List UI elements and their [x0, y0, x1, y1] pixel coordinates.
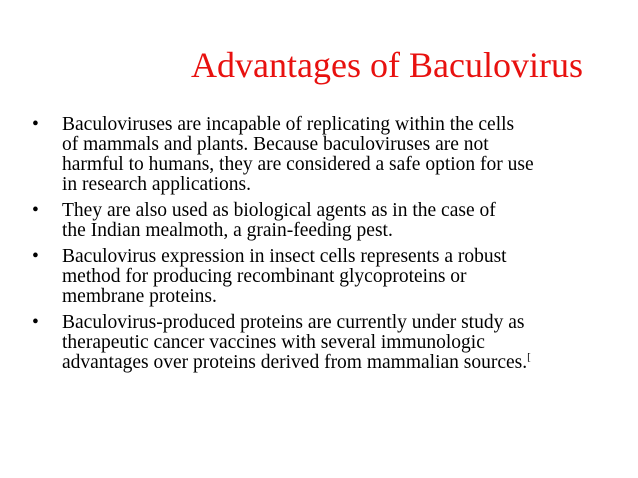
bullet-text-line: in research applications. — [62, 174, 251, 195]
bullet-text-line: harmful to humans, they are considered a safe option for use — [62, 154, 534, 175]
bullet-dot-icon: • — [32, 200, 39, 221]
reference-mark[interactable]: [ — [527, 351, 531, 363]
bullet-item — [32, 247, 612, 307]
bullet-text-line: membrane proteins. — [62, 286, 217, 307]
bullet-item — [32, 313, 612, 373]
bullet-dot-icon: • — [32, 246, 39, 267]
bullet-text-line: method for producing recombinant glycoproteins or — [62, 266, 467, 287]
bullet-item — [32, 115, 612, 195]
bullet-text-line: Baculovirus expression in insect cells represents a robust — [62, 246, 507, 267]
bullet-text-line: They are also used as biological agents as in the case of — [62, 200, 496, 221]
bullet-dot-icon: • — [32, 114, 39, 135]
bullet-text-line: Baculoviruses are incapable of replicating within the cells — [62, 114, 515, 135]
bullet-text-line: of mammals and plants. Because baculoviruses are not — [62, 134, 489, 155]
bullet-dot-icon: • — [32, 312, 39, 333]
bullet-text-line: therapeutic cancer vaccines with several immunologic — [62, 332, 485, 353]
bullet-item — [32, 201, 612, 241]
bullet-list — [32, 115, 612, 379]
bullet-text-line — [62, 353, 612, 373]
bullet-text-line: the Indian mealmoth, a grain-feeding pest. — [62, 220, 393, 241]
bullet-text-line: Baculovirus-produced proteins are currently under study as — [62, 312, 525, 333]
bullet-text-line-body: advantages over proteins derived from mammalian sources. — [62, 352, 528, 373]
slide-title: Advantages of Baculovirus — [191, 45, 583, 85]
